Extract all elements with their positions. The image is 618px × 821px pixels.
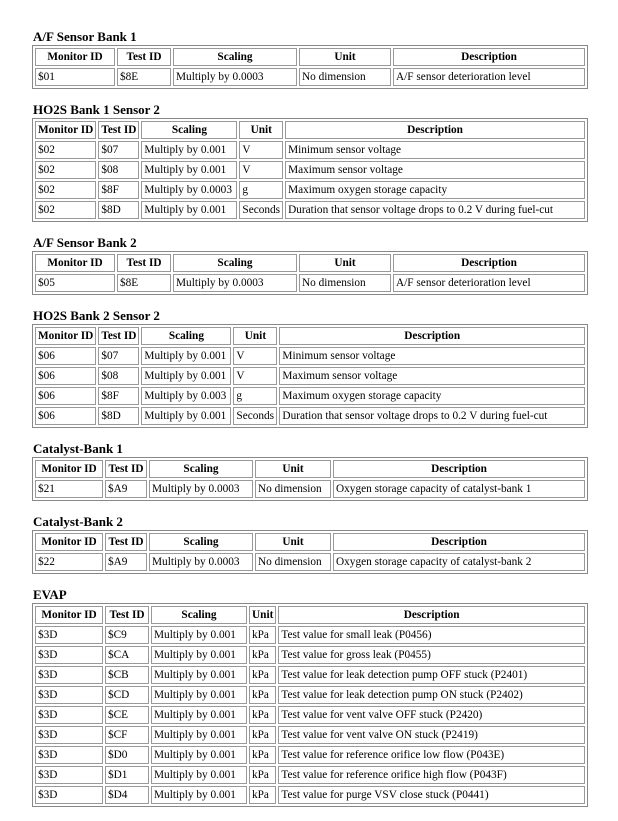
header-test-id: Test ID [98, 327, 139, 345]
section-af-sensor-bank-1 [32, 30, 588, 89]
header-unit: Unit [255, 533, 331, 551]
header-monitor-id: Monitor ID [35, 460, 103, 478]
cell-monitor-id: $06 [35, 387, 96, 405]
cell-scaling: Multiply by 0.001 [151, 766, 247, 784]
monitor-table [32, 530, 588, 574]
table-row [35, 686, 585, 704]
cell-scaling: Multiply by 0.0003 [149, 480, 253, 498]
cell-unit: V [239, 161, 283, 179]
cell-test-id: $D0 [105, 746, 149, 764]
cell-monitor-id: $01 [35, 68, 115, 86]
table-row [35, 387, 585, 405]
cell-monitor-id: $21 [35, 480, 103, 498]
cell-monitor-id: $3D [35, 786, 103, 804]
cell-description: Test value for leak detection pump OFF stuck (P2401) [278, 666, 585, 684]
header-row [35, 606, 585, 624]
cell-scaling: Multiply by 0.001 [141, 201, 237, 219]
header-scaling: Scaling [173, 48, 297, 66]
cell-unit: kPa [249, 666, 276, 684]
header-description: Description [278, 606, 585, 624]
header-monitor-id: Monitor ID [35, 254, 115, 272]
cell-unit: Seconds [239, 201, 283, 219]
cell-unit: No dimension [299, 274, 391, 292]
table-row [35, 141, 585, 159]
cell-unit: kPa [249, 706, 276, 724]
cell-test-id: $08 [98, 161, 139, 179]
monitor-table [32, 251, 588, 295]
cell-unit: V [239, 141, 283, 159]
cell-description: Test value for vent valve OFF stuck (P2420) [278, 706, 585, 724]
header-description: Description [333, 533, 585, 551]
cell-description: Oxygen storage capacity of catalyst-bank 2 [333, 553, 585, 571]
header-monitor-id: Monitor ID [35, 327, 96, 345]
header-scaling: Scaling [141, 327, 231, 345]
cell-scaling: Multiply by 0.0003 [173, 68, 297, 86]
header-row [35, 533, 585, 551]
header-test-id: Test ID [105, 533, 147, 551]
cell-scaling: Multiply by 0.003 [141, 387, 231, 405]
header-row [35, 254, 585, 272]
cell-scaling: Multiply by 0.001 [151, 666, 247, 684]
cell-test-id: $D1 [105, 766, 149, 784]
cell-test-id: $8F [98, 181, 139, 199]
cell-monitor-id: $3D [35, 686, 103, 704]
section-title: A/F Sensor Bank 1 [33, 29, 137, 44]
cell-description: Test value for vent valve ON stuck (P2419) [278, 726, 585, 744]
cell-description: Maximum sensor voltage [285, 161, 585, 179]
cell-scaling: Multiply by 0.001 [141, 161, 237, 179]
table-row [35, 666, 585, 684]
header-test-id: Test ID [105, 606, 149, 624]
cell-monitor-id: $06 [35, 347, 96, 365]
cell-unit: kPa [249, 746, 276, 764]
cell-scaling: Multiply by 0.001 [141, 407, 231, 425]
cell-description: Oxygen storage capacity of catalyst-bank 1 [333, 480, 585, 498]
section-title: Catalyst-Bank 2 [33, 514, 123, 529]
section-title: HO2S Bank 1 Sensor 2 [33, 102, 160, 117]
cell-test-id: $CE [105, 706, 149, 724]
table-row [35, 766, 585, 784]
cell-description: Test value for reference orifice high flow (P043F) [278, 766, 585, 784]
cell-monitor-id: $3D [35, 766, 103, 784]
header-description: Description [285, 121, 585, 139]
section-title: Catalyst-Bank 1 [33, 441, 123, 456]
cell-monitor-id: $02 [35, 141, 96, 159]
header-scaling: Scaling [151, 606, 247, 624]
cell-scaling: Multiply by 0.001 [151, 686, 247, 704]
cell-monitor-id: $02 [35, 201, 96, 219]
section-ho2s-bank-1-sensor-2 [32, 103, 588, 222]
cell-description: Test value for purge VSV close stuck (P0441) [278, 786, 585, 804]
header-description: Description [393, 48, 585, 66]
cell-test-id: $CF [105, 726, 149, 744]
cell-test-id: $08 [98, 367, 139, 385]
header-row [35, 121, 585, 139]
cell-description: Maximum oxygen storage capacity [285, 181, 585, 199]
header-description: Description [333, 460, 585, 478]
cell-scaling: Multiply by 0.001 [141, 367, 231, 385]
cell-description: A/F sensor deterioration level [393, 274, 585, 292]
cell-unit: kPa [249, 786, 276, 804]
cell-scaling: Multiply by 0.001 [151, 786, 247, 804]
monitor-table [32, 45, 588, 89]
cell-test-id: $C9 [105, 626, 149, 644]
table-row [35, 726, 585, 744]
table-row [35, 553, 585, 571]
cell-unit: g [239, 181, 283, 199]
cell-monitor-id: $3D [35, 626, 103, 644]
cell-test-id: $CA [105, 646, 149, 664]
cell-monitor-id: $3D [35, 706, 103, 724]
header-unit: Unit [299, 48, 391, 66]
cell-test-id: $D4 [105, 786, 149, 804]
header-row [35, 327, 585, 345]
section-catalyst-bank-2 [32, 515, 588, 574]
header-unit: Unit [233, 327, 277, 345]
cell-description: Test value for small leak (P0456) [278, 626, 585, 644]
cell-description: Test value for leak detection pump ON stuck (P2402) [278, 686, 585, 704]
header-monitor-id: Monitor ID [35, 606, 103, 624]
cell-description: Duration that sensor voltage drops to 0.2 V during fuel-cut [285, 201, 585, 219]
monitor-table [32, 324, 588, 428]
cell-monitor-id: $06 [35, 367, 96, 385]
section-af-sensor-bank-2 [32, 236, 588, 295]
cell-unit: V [233, 347, 277, 365]
cell-unit: kPa [249, 626, 276, 644]
cell-description: Minimum sensor voltage [285, 141, 585, 159]
cell-unit: kPa [249, 766, 276, 784]
header-unit: Unit [299, 254, 391, 272]
table-row [35, 367, 585, 385]
section-title: A/F Sensor Bank 2 [33, 235, 137, 250]
cell-unit: Seconds [233, 407, 277, 425]
header-scaling: Scaling [141, 121, 237, 139]
cell-test-id: $8E [117, 68, 171, 86]
cell-monitor-id: $02 [35, 181, 96, 199]
table-row [35, 746, 585, 764]
header-description: Description [393, 254, 585, 272]
table-row [35, 274, 585, 292]
cell-monitor-id: $3D [35, 666, 103, 684]
header-monitor-id: Monitor ID [35, 533, 103, 551]
table-row [35, 786, 585, 804]
header-test-id: Test ID [98, 121, 139, 139]
cell-monitor-id: $22 [35, 553, 103, 571]
header-monitor-id: Monitor ID [35, 48, 115, 66]
table-row [35, 407, 585, 425]
cell-scaling: Multiply by 0.001 [151, 706, 247, 724]
cell-scaling: Multiply by 0.001 [151, 626, 247, 644]
header-scaling: Scaling [149, 460, 253, 478]
header-row [35, 48, 585, 66]
cell-description: Maximum oxygen storage capacity [279, 387, 585, 405]
header-scaling: Scaling [173, 254, 297, 272]
cell-unit: kPa [249, 646, 276, 664]
header-description: Description [279, 327, 585, 345]
monitor-table [32, 603, 588, 807]
cell-test-id: $07 [98, 141, 139, 159]
table-row [35, 68, 585, 86]
section-evap [32, 588, 588, 807]
header-test-id: Test ID [117, 48, 171, 66]
cell-test-id: $8D [98, 201, 139, 219]
cell-unit: g [233, 387, 277, 405]
cell-unit: V [233, 367, 277, 385]
cell-test-id: $8E [117, 274, 171, 292]
cell-test-id: $CD [105, 686, 149, 704]
cell-unit: No dimension [255, 553, 331, 571]
cell-unit: kPa [249, 726, 276, 744]
cell-unit: No dimension [255, 480, 331, 498]
cell-description: Maximum sensor voltage [279, 367, 585, 385]
cell-description: A/F sensor deterioration level [393, 68, 585, 86]
table-row [35, 347, 585, 365]
cell-test-id: $07 [98, 347, 139, 365]
monitor-table [32, 457, 588, 501]
cell-monitor-id: $3D [35, 746, 103, 764]
header-test-id: Test ID [117, 254, 171, 272]
cell-monitor-id: $3D [35, 646, 103, 664]
header-monitor-id: Monitor ID [35, 121, 96, 139]
document [32, 30, 588, 821]
cell-monitor-id: $02 [35, 161, 96, 179]
cell-monitor-id: $3D [35, 726, 103, 744]
section-title: HO2S Bank 2 Sensor 2 [33, 308, 160, 323]
cell-scaling: Multiply by 0.001 [151, 746, 247, 764]
section-title: EVAP [33, 587, 67, 602]
header-scaling: Scaling [149, 533, 253, 551]
cell-test-id: $8F [98, 387, 139, 405]
section-ho2s-bank-2-sensor-2 [32, 309, 588, 428]
cell-test-id: $A9 [105, 553, 147, 571]
cell-scaling: Multiply by 0.0003 [141, 181, 237, 199]
cell-scaling: Multiply by 0.001 [141, 347, 231, 365]
cell-unit: kPa [249, 686, 276, 704]
cell-scaling: Multiply by 0.001 [151, 646, 247, 664]
cell-monitor-id: $05 [35, 274, 115, 292]
table-row [35, 706, 585, 724]
cell-description: Test value for gross leak (P0455) [278, 646, 585, 664]
cell-scaling: Multiply by 0.001 [141, 141, 237, 159]
cell-scaling: Multiply by 0.0003 [173, 274, 297, 292]
cell-test-id: $A9 [105, 480, 147, 498]
cell-test-id: $8D [98, 407, 139, 425]
header-unit: Unit [249, 606, 276, 624]
cell-description: Test value for reference orifice low flow (P043E) [278, 746, 585, 764]
table-row [35, 626, 585, 644]
cell-monitor-id: $06 [35, 407, 96, 425]
cell-scaling: Multiply by 0.0003 [149, 553, 253, 571]
cell-test-id: $CB [105, 666, 149, 684]
cell-description: Duration that sensor voltage drops to 0.2 V during fuel-cut [279, 407, 585, 425]
table-row [35, 161, 585, 179]
header-unit: Unit [255, 460, 331, 478]
table-row [35, 201, 585, 219]
monitor-table [32, 118, 588, 222]
section-catalyst-bank-1 [32, 442, 588, 501]
table-row [35, 480, 585, 498]
table-row [35, 181, 585, 199]
table-row [35, 646, 585, 664]
header-unit: Unit [239, 121, 283, 139]
cell-description: Minimum sensor voltage [279, 347, 585, 365]
cell-scaling: Multiply by 0.001 [151, 726, 247, 744]
header-row [35, 460, 585, 478]
cell-unit: No dimension [299, 68, 391, 86]
header-test-id: Test ID [105, 460, 147, 478]
